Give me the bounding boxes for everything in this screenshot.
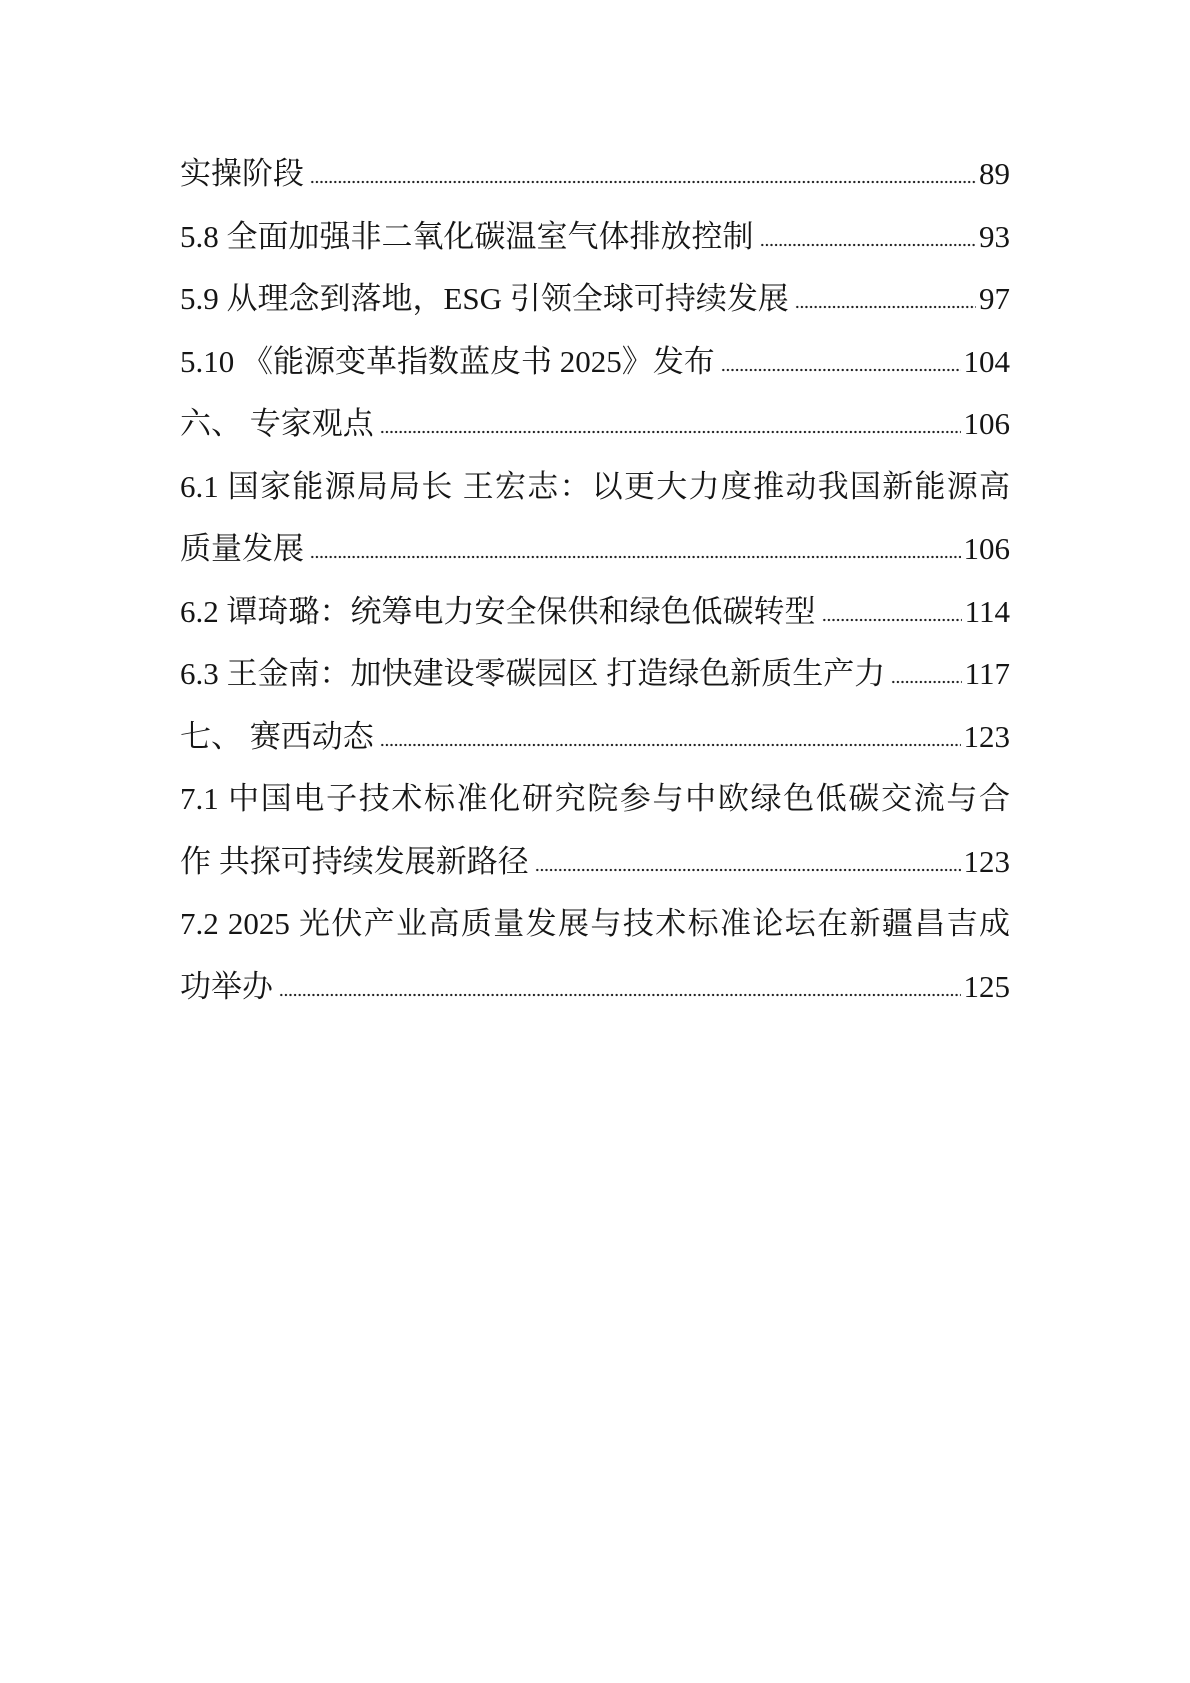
toc-entry-title: 5.8 全面加强非二氧化碳温室气体排放控制 bbox=[180, 218, 754, 254]
dot-leader bbox=[310, 180, 976, 184]
toc-page-number: 114 bbox=[964, 593, 1010, 629]
toc-entry-title-line: 6.1 国家能源局局长 王宏志：以更大力度推动我国新能源高 bbox=[180, 468, 1010, 504]
toc-page-number: 93 bbox=[979, 218, 1010, 254]
toc-entry-row bbox=[180, 643, 1010, 706]
toc-page-number: 106 bbox=[963, 406, 1010, 441]
toc-entry-title: 功举办 bbox=[180, 968, 273, 1004]
toc-section-heading bbox=[180, 706, 1010, 769]
toc-entry-row bbox=[180, 706, 1010, 769]
toc-entry-title: 七、 赛西动态 bbox=[180, 718, 374, 754]
dot-leader bbox=[535, 868, 961, 872]
toc-entry-row bbox=[180, 956, 1010, 1019]
dot-leader bbox=[891, 680, 961, 684]
toc-entry bbox=[180, 893, 1010, 1018]
toc-entry-row bbox=[180, 268, 1010, 331]
toc-page-number: 125 bbox=[963, 968, 1010, 1004]
dot-leader bbox=[310, 555, 961, 559]
toc-page-number: 97 bbox=[979, 281, 1010, 316]
toc-entry-title: 六、 专家观点 bbox=[180, 406, 374, 441]
toc-entry-row bbox=[180, 393, 1010, 456]
toc-page-number: 123 bbox=[963, 843, 1010, 879]
toc-entry-title: 5.10 《能源变革指数蓝皮书 2025》发布 bbox=[180, 343, 715, 379]
toc-entry-title: 6.3 王金南：加快建设零碳园区 打造绿色新质生产力 bbox=[180, 656, 886, 691]
toc-entry bbox=[180, 268, 1010, 331]
dot-leader bbox=[795, 305, 976, 309]
toc-entry-row bbox=[180, 831, 1010, 894]
dot-leader bbox=[279, 993, 961, 997]
toc-page-number: 123 bbox=[963, 718, 1010, 754]
toc-entry-title-line: 7.2 2025 光伏产业高质量发展与技术标准论坛在新疆昌吉成 bbox=[180, 906, 1010, 941]
toc-entry-title: 质量发展 bbox=[180, 531, 304, 566]
toc-page-number: 117 bbox=[964, 656, 1010, 691]
toc-entry bbox=[180, 768, 1010, 893]
toc-entry bbox=[180, 581, 1010, 644]
table-of-contents bbox=[180, 143, 1010, 1018]
toc-entry-row bbox=[180, 581, 1010, 644]
toc-entry-title: 5.9 从理念到落地，ESG 引领全球可持续发展 bbox=[180, 281, 789, 316]
toc-entry-title: 实操阶段 bbox=[180, 156, 304, 191]
toc-entry-row bbox=[180, 206, 1010, 269]
toc-entry bbox=[180, 206, 1010, 269]
toc-entry-row bbox=[180, 331, 1010, 394]
toc-entry-row bbox=[180, 143, 1010, 206]
toc-entry-title-line: 7.1 中国电子技术标准化研究院参与中欧绿色低碳交流与合 bbox=[180, 781, 1010, 816]
dot-leader bbox=[721, 368, 961, 372]
toc-entry-title: 6.2 谭琦璐：统筹电力安全保供和绿色低碳转型 bbox=[180, 593, 816, 629]
toc-entry bbox=[180, 643, 1010, 706]
dot-leader bbox=[760, 243, 977, 247]
toc-entry bbox=[180, 143, 1010, 206]
dot-leader bbox=[380, 430, 961, 434]
toc-page-number: 104 bbox=[963, 343, 1010, 379]
toc-page-number: 106 bbox=[963, 531, 1010, 566]
toc-entry-row bbox=[180, 518, 1010, 581]
toc-entry bbox=[180, 456, 1010, 581]
dot-leader bbox=[380, 743, 961, 747]
toc-entry-title: 作 共探可持续发展新路径 bbox=[180, 843, 529, 879]
toc-section-heading bbox=[180, 393, 1010, 456]
toc-entry bbox=[180, 331, 1010, 394]
toc-page-number: 89 bbox=[979, 156, 1010, 191]
dot-leader bbox=[822, 618, 962, 622]
